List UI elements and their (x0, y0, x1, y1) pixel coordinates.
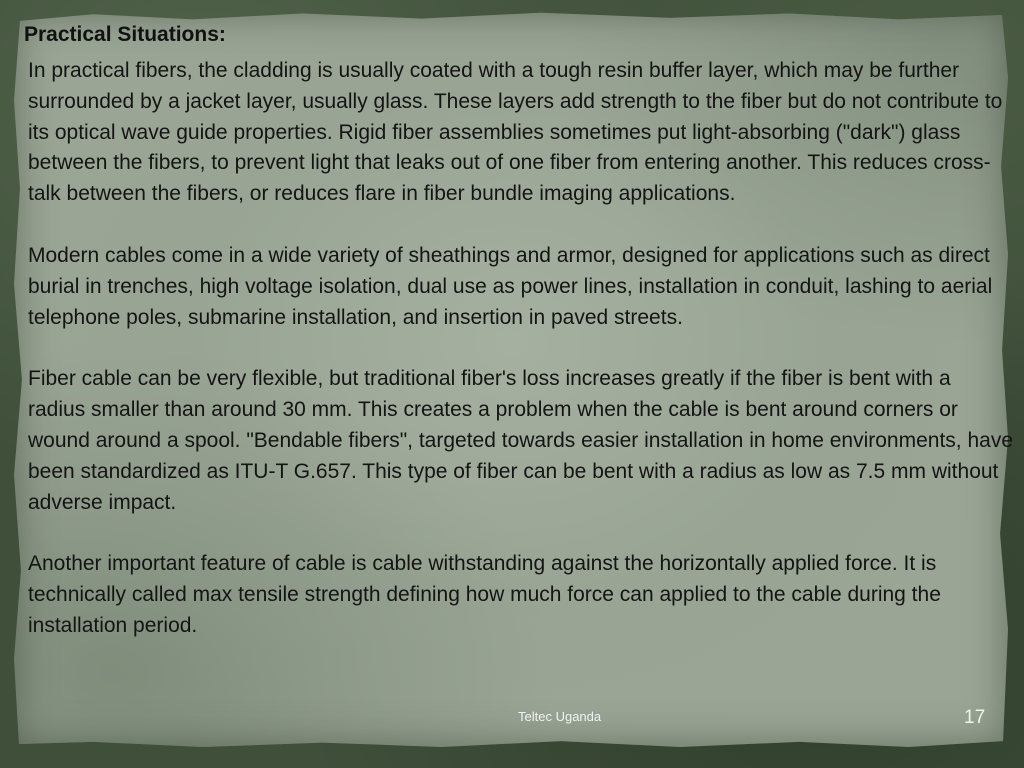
slide-heading: Practical Situations: (24, 23, 226, 46)
paragraph-tensile-strength: Another important feature of cable is cable withstanding against the horizontally applied force. It is technically called max tensile strength defining how much force can applied to the cable during the installation period. (28, 552, 941, 637)
footer-text: Teltec Uganda (518, 709, 602, 724)
paragraph-bending: Fiber cable can be very flexible, but traditional fiber's loss increases greatly if the fiber is bent with a radius smaller than around 30 mm. This creates a problem when the cable is bent around corners or wound around a spool. "Bendable fibers", targeted towards easier installation in home environments, have been standardized as ITU-T G.657. This type of fiber can be bent with a radius as low as 7.5 mm without adverse impact. (28, 367, 1014, 514)
paragraph-cladding: In practical fibers, the cladding is usually coated with a tough resin buffer layer, which may be further surrounded by a jacket layer, usually glass. These layers add strength to the fiber but do not contribute to its optical wave guide properties. Rigid fiber assemblies sometimes put light-absorbing ("dark") glass between the fibers, to prevent light that leaks out of one fiber from entering another. This reduces cross-talk between the fibers, or reduces flare in fiber bundle imaging applications. (28, 59, 1003, 206)
paragraph-cables: Modern cables come in a wide variety of sheathings and armor, designed for applications such as direct burial in trenches, high voltage isolation, dual use as power lines, installation in conduit, lashing to aerial telephone poles, submarine installation, and insertion in paved streets. (28, 243, 993, 329)
slide-number: 17 (964, 707, 986, 728)
slide-body (28, 56, 1013, 642)
